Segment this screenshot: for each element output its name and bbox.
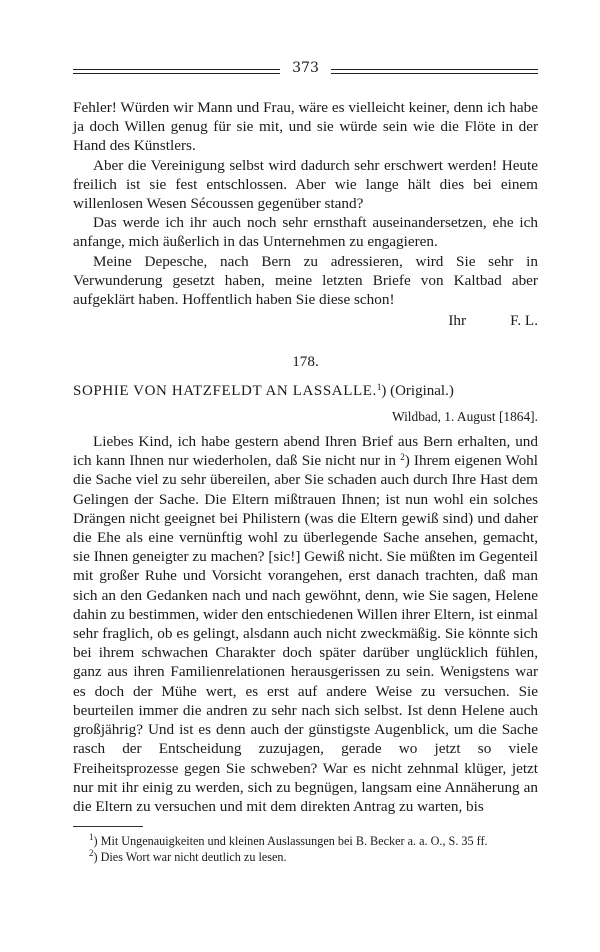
letter-title-suffix: ) (Original.): [381, 382, 454, 399]
signature-initials: F. L.: [510, 312, 538, 330]
footnote-mark: 1: [89, 832, 94, 843]
paragraph: [73, 432, 538, 816]
letter-title: SOPHIE VON HATZFELDT AN LASSALLE.: [73, 382, 377, 399]
footnote-ref: 1: [376, 381, 382, 392]
footnote-text: ) Mit Ungenauigkeiten und kleinen Auslassungen bei B. Becker a. a. O., S. 35 ff.: [93, 834, 488, 849]
paragraph: Das werde ich ihr auch noch sehr ernsthaft auseinandersetzen, ehe ich anfange, mich äußerlich in das Unternehmen zu engagieren.: [73, 214, 538, 251]
footnote: [73, 833, 538, 849]
footnote-divider: [73, 826, 143, 827]
letter-dateline: Wildbad, 1. August [1864].: [391, 408, 538, 424]
signature-ihr: Ihr: [448, 312, 467, 330]
footnote-text: ) Dies Wort war nicht deutlich zu lesen.: [93, 850, 287, 865]
paragraph: Meine Depesche, nach Bern zu adressieren, wird Sie sehr in Verwunderung gesetzt haben, meine letzten Briefe von Kaltbad aber aufgeklärt haben. Hoffentlich haben Sie diese schon!: [73, 252, 538, 309]
page-header: [73, 62, 538, 84]
footnote-mark: 2: [89, 848, 94, 859]
signature: [73, 311, 538, 330]
book-page: [73, 62, 538, 865]
paragraph: Aber die Vereinigung selbst wird dadurch sehr erschwert werden! Heute freilich ist sie fest entschlossen. Aber wie lange hält dies bei einem willenlosen Wesen Sécoussen gegenüber stand?: [73, 156, 538, 213]
letter-heading: [73, 382, 538, 401]
previous-letter-text: [73, 98, 538, 309]
page-number: 373: [292, 60, 319, 76]
header-rule-right: [331, 69, 538, 74]
footnote: [73, 849, 538, 865]
letter-number: 178.: [292, 353, 319, 371]
paragraph: Fehler! Würden wir Mann und Frau, wäre es vielleicht keiner, denn ich habe ja doch Willen genug für sie mit, und sie würde sein wie die Flöte in der Hand des Künstlers.: [73, 99, 538, 155]
footnote-ref: 2: [400, 452, 405, 463]
body-text: ) Ihrem eigenen Wohl die Sache viel zu sehr übereilen, aber Sie schaden auch durch Ihre Hast dem Gelingen der Sache. Die Eltern mißtrauen Ihnen; ist nun wohl ein solches Drängen nicht geeignet bei Philistern (was die Eltern gewiß sind) und daher die Ehe als eine vernünftig wohl zu überlegende Sache ansehen, gemacht, sie Ihnen geneigter zu machen? [sic!] Gewiß nicht. Sie müßten im Gegenteil mit großer Ruhe und Vorsicht vorangehen, erst danach trachten, daß man sich an den Gedanken nach und nach gewöhnt, denn, wie Sie sagen, Helene dahin zu bestimmen, wider den entschiedenen Willen ihrer Eltern, ist einmal sehr fraglich, ob es gelingt, alsdann auch nicht zweckmäßig. Sie könnte sich bei ihrem schwachen Charakter doch später darüber unglücklich fühlen, ganz aus ihren Familienrelationen herausgerissen zu sein. Wenigstens war es doch der Mühe wert, es erst auf andere Weise zu versuchen. Sie beurteilen immer die andren zu sehr nach sich selbst. Ist denn Helene auch großjährig? Und ist es denn auch der günstigste Augenblick, um die Sache rasch der Entscheidung zuzujagen, gerade wo jetzt so viele Freiheitsprozesse gegen Sie schweben? War es nicht zehnmal klüger, jetzt nur mit ihr einig zu werden, sich zu begnügen, langsam eine Annäherung an die Eltern zu versuchen und mit dem direkten Antrag zu warten, bis: [73, 452, 538, 815]
footnotes: [73, 833, 538, 865]
body-text: Liebes Kind, ich habe gestern abend Ihren Brief aus Bern erhalten, und ich kann Ihnen nur wiederholen, daß Sie nicht nur in: [73, 433, 538, 470]
letter-body: [73, 432, 538, 816]
